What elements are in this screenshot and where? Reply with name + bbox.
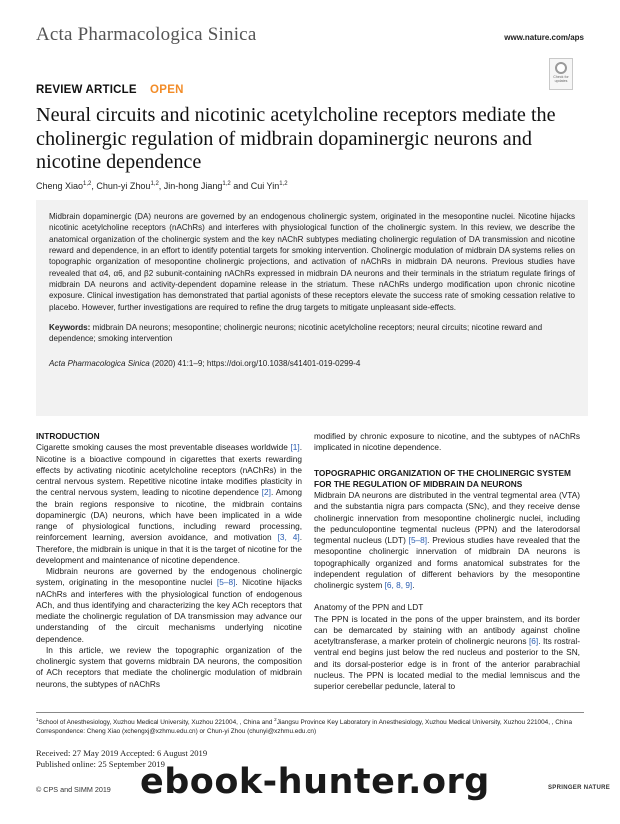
journal-name: Acta Pharmacologica Sinica <box>36 24 257 45</box>
reference-link[interactable]: [2] <box>261 487 271 498</box>
keywords <box>49 322 575 345</box>
author-list <box>36 181 288 191</box>
copyright: © CPS and SIMM 2019 <box>36 785 111 794</box>
left-column <box>36 431 302 690</box>
anatomy-paragraph <box>314 614 580 693</box>
continued-paragraph: modified by chronic exposure to nicotine, and the subtypes of nAChRs implicated in nicotine dependence. <box>314 431 580 453</box>
anatomy-subheading: Anatomy of the PPN and LDT <box>314 602 424 613</box>
paragraph-text: . Nicotine hijacks nAChRs and interferes with the physiological function of endogenous ACh, and thus identifying and characterizing the key ACh receptors that mediate the cholinergic regulation of DA transmission may advance our understanding of the circuit mechanisms underlying nicotine dependence. <box>36 577 302 644</box>
check-updates-label: Check for updates <box>553 75 569 83</box>
topographic-paragraph <box>314 490 580 591</box>
right-column <box>314 431 580 692</box>
journal-website-link[interactable]: www.nature.com/aps <box>504 33 584 42</box>
author-separator: , <box>158 181 164 191</box>
intro-paragraph-2 <box>36 566 302 645</box>
author-separator: and <box>230 181 251 191</box>
author-affiliation: 1,2 <box>222 181 231 187</box>
affiliation-lines <box>36 715 588 727</box>
keywords-list: midbrain DA neurons; mesopontine; cholinergic neurons; nicotinic acetylcholine receptors; neural circuits; nicotine reward and dependence; smoking intervention <box>49 323 543 344</box>
reference-link[interactable]: [6, 8, 9] <box>384 580 413 590</box>
citation-journal: Acta Pharmacologica Sinica <box>49 358 150 368</box>
keywords-label: Keywords: <box>49 323 91 333</box>
affiliations <box>36 715 588 736</box>
open-access-badge: OPEN <box>150 84 184 96</box>
abstract-box <box>36 200 588 416</box>
paragraph-text: Midbrain DA neurons are distributed in the ventral tegmental area (VTA) and the substantia nigra pars compacta (SNc), and they receive dense cholinergic innervation from mesopontine cholinergic nuclei, including the pedunculopontine tegmental nucleus (PPN) and the laterodorsal tegmental nucleus (LDT) <box>314 490 580 545</box>
paragraph-text: Midbrain neurons are governed by the endogenous cholinergic system, originating in the mesopontine nuclei <box>36 566 302 588</box>
paragraph-text: . Among the brain regions responsive to nicotine, the midbrain contains dopaminergic (DA) neurons, which have been implicated in a wide range of physiological functions, including reward processing, reinforcement learning, aversion avoidance, and motivation <box>36 487 302 543</box>
author-name[interactable]: Chun-yi Zhou <box>96 181 151 191</box>
topographic-section-heading: TOPOGRAPHIC ORGANIZATION OF THE CHOLINERGIC SYSTEM FOR THE REGULATION OF MIDBRAIN DA NEURONS <box>314 467 571 489</box>
received-accepted-dates: Received: 27 May 2019 Accepted: 6 August 2019 <box>36 748 208 758</box>
author-name[interactable]: Cui Yin <box>250 181 280 191</box>
footnote-divider <box>36 712 584 713</box>
author-separator: , <box>91 181 97 191</box>
paragraph-text: . Previous studies have revealed that the mesopontine cholinergic innervation of midbrain DA neurons is topographically organized and forms anatomical substrates for the independent regulation of different behaviors by the mesopontine cholinergic system <box>314 535 580 590</box>
affiliation-text: School of Anesthesiology, Xuzhou Medical University, Xuzhou 221004, , China and <box>38 719 275 727</box>
paragraph-text: . Therefore, the midbrain is unique in that it is the target of nicotine for the development and maintenance of nicotine dependence. <box>36 532 302 565</box>
author-affiliation: 1,2 <box>279 181 288 187</box>
paragraph-text: The PPN is located in the pons of the upper brainstem, and its border can be demarcated by staining with an antibody against choline acetyltransferase, a marker protein of cholinergic neurons <box>314 613 580 646</box>
reference-link[interactable]: [5–8] <box>408 535 428 545</box>
reference-link[interactable]: [5–8] <box>216 577 236 588</box>
watermark: ebook-hunter.org <box>140 762 490 802</box>
affiliation-marker: 1 <box>36 717 39 722</box>
article-title: Neural circuits and nicotinic acetylcholine receptors mediate the cholinergic regulation of midbrain dopaminergic neurons and nicotine dependence <box>36 104 556 173</box>
author-name[interactable]: Cheng Xiao <box>36 181 84 191</box>
paragraph-text: . Its rostral-ventral end begins just below the red nucleus and posterior to the SN, and its dorsal-posterior edge is in front of the anterior parabrachial nucleus. The PPN is located medial to the medial lemniscus and the superior cerebellar peduncle, lateral to <box>314 636 580 691</box>
check-updates-icon <box>555 62 567 74</box>
intro-paragraph-3: In this article, we review the topographic organization of the cholinergic system that governs midbrain DA neurons, the composition of ACh receptors that mediate the cholinergic modulation of midbrain neurons, the subtypes of nAChRs <box>36 644 302 689</box>
reference-link[interactable]: [6] <box>528 636 539 646</box>
published-date: Published online: 25 September 2019 <box>36 758 165 769</box>
publisher-logo: SPRINGER NATURE <box>548 785 611 791</box>
affiliation-text: Jiangsu Province Key Laboratory in Anesthesiology, Xuzhou Medical University, Xuzhou 221004, , China <box>276 719 573 727</box>
citation-line <box>49 359 575 368</box>
citation-doi[interactable]: (2020) 41:1–9; https://doi.org/10.1038/s41401-019-0299-4 <box>149 358 361 368</box>
paragraph-text: Cigarette smoking causes the most preventable diseases worldwide <box>36 442 291 453</box>
paragraph-text: . Nicotine is a bioactive compound in cigarettes that exerts rewarding effects by activating nicotinic acetylcholine receptors (nAChRs) in the central nervous system. Repetitive nicotine intake modifies plasticity in the central nervous system, leading to nicotine dependence <box>36 442 302 498</box>
check-for-updates-badge[interactable] <box>549 58 573 90</box>
author-affiliation: 1,2 <box>83 181 92 187</box>
correspondence: Correspondence: Cheng Xiao (xchengxj@xzhmu.edu.cn) or Chun-yi Zhou (chunyi@xzhmu.edu.cn) <box>36 728 317 736</box>
article-type: REVIEW ARTICLE <box>36 84 137 96</box>
intro-paragraph-1 <box>36 442 302 566</box>
reference-link[interactable]: [3, 4] <box>277 532 300 543</box>
affiliation-marker: 2 <box>274 717 277 722</box>
introduction-heading: INTRODUCTION <box>36 431 100 441</box>
paragraph-text: . <box>412 580 415 590</box>
author-name[interactable]: Jin-hong Jiang <box>163 181 223 191</box>
abstract-text: Midbrain dopaminergic (DA) neurons are governed by an endogenous cholinergic system, originated in the mesopontine nuclei. Nicotine hijacks nicotinic acetylcholine receptors (nAChRs) and interferes with physiological function of the cholinergic system. In this review, we describe the anatomical organization of the cholinergic system and the key nAChR subtypes mediating cholinergic regulation of DA transmission and nicotine reward and dependence, in an effort to identify potential targets for smoking intervention. Cholinergic modulation of midbrain DA systems relies on topographic organization of mesopontine cholinergic projections, and activation of nAChRs in midbrain DA neurons. Previous studies have revealed that α4, α6, and β2 subunit-containing nAChRs expressed in midbrain DA neurons and their terminals in the striatum regulate firings of midbrain DA neurons and activity-dependent dopamine release in the striatum. These nAChRs undergo modification upon chronic nicotine exposure. Clinical investigation has demonstrated that partial agonists of these receptors elevate the success rate of smoking cessation relative to placebo. However, further investigations are required to refine the drug targets to mitigate unpleasant side-effects. <box>49 212 575 312</box>
author-affiliation: 1,2 <box>150 181 159 187</box>
reference-link[interactable]: [1] <box>290 442 300 453</box>
